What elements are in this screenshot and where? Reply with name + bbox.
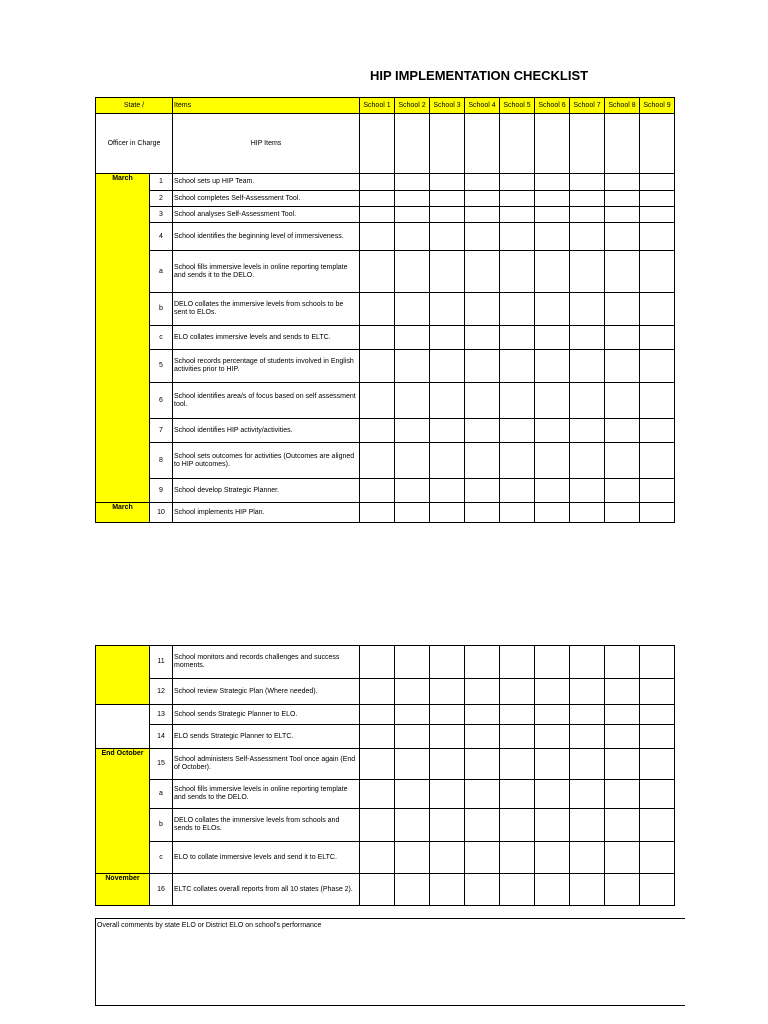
school-header: School 3 (430, 98, 465, 114)
school-checkbox-cell[interactable] (640, 646, 675, 679)
school-checkbox-cell[interactable] (465, 874, 500, 906)
school-checkbox-cell[interactable] (360, 842, 395, 874)
school-checkbox-cell[interactable] (535, 383, 570, 419)
school-checkbox-cell[interactable] (640, 705, 675, 725)
item-number: 16 (150, 874, 173, 906)
school-checkbox-cell[interactable] (360, 207, 395, 223)
school-checkbox-cell[interactable] (570, 419, 605, 443)
school-checkbox-cell[interactable] (570, 191, 605, 207)
school-checkbox-cell[interactable] (605, 191, 640, 207)
school-checkbox-cell[interactable] (535, 443, 570, 479)
checklist-row (96, 780, 675, 809)
state-cell: March (96, 174, 150, 503)
item-number: 10 (150, 503, 173, 523)
school-checkbox-cell[interactable] (500, 705, 535, 725)
school-checkbox-cell[interactable] (570, 705, 605, 725)
school-checkbox-cell[interactable] (605, 809, 640, 842)
checklist-row (96, 705, 675, 725)
item-text: School administers Self-Assessment Tool once again (End of October). (173, 749, 360, 780)
school-checkbox-cell[interactable] (465, 646, 500, 679)
school-checkbox-cell[interactable] (500, 842, 535, 874)
school-checkbox-cell[interactable] (465, 326, 500, 350)
item-text: School sends Strategic Planner to ELO. (173, 705, 360, 725)
school-checkbox-cell[interactable] (535, 503, 570, 523)
item-text: ELTC collates overall reports from all 10 states (Phase 2). (173, 874, 360, 906)
school-checkbox-cell[interactable] (640, 479, 675, 503)
checklist-row (96, 646, 675, 679)
school-checkbox-cell[interactable] (640, 443, 675, 479)
school-checkbox-cell[interactable] (640, 503, 675, 523)
school-checkbox-cell[interactable] (360, 174, 395, 191)
school-checkbox-cell[interactable] (465, 479, 500, 503)
school-checkbox-cell[interactable] (395, 646, 430, 679)
school-checkbox-cell[interactable] (360, 725, 395, 749)
school-checkbox-cell[interactable] (430, 842, 465, 874)
item-text: School identifies HIP activity/activities. (173, 419, 360, 443)
items-header: Items (173, 98, 360, 114)
school-checkbox-cell[interactable] (395, 326, 430, 350)
school-checkbox-cell[interactable] (535, 326, 570, 350)
item-number: 4 (150, 223, 173, 251)
checklist-row (96, 679, 675, 705)
school-checkbox-cell[interactable] (640, 725, 675, 749)
school-checkbox-cell[interactable] (640, 350, 675, 383)
school-checkbox-cell[interactable] (430, 207, 465, 223)
school-checkbox-cell[interactable] (465, 383, 500, 419)
item-text: School completes Self-Assessment Tool. (173, 191, 360, 207)
school-checkbox-cell[interactable] (465, 725, 500, 749)
item-text: School develop Strategic Planner. (173, 479, 360, 503)
school-checkbox-cell[interactable] (570, 383, 605, 419)
school-checkbox-cell[interactable] (570, 479, 605, 503)
school-checkbox-cell[interactable] (430, 749, 465, 780)
item-number: 3 (150, 207, 173, 223)
checklist-row (96, 350, 675, 383)
school-header: School 1 (360, 98, 395, 114)
school-checkbox-cell[interactable] (395, 503, 430, 523)
school-checkbox-cell[interactable] (395, 251, 430, 293)
school-checkbox-cell[interactable] (605, 780, 640, 809)
school-checkbox-cell[interactable] (535, 350, 570, 383)
school-checkbox-cell[interactable] (605, 419, 640, 443)
school-checkbox-cell[interactable] (640, 842, 675, 874)
school-checkbox-cell[interactable] (570, 350, 605, 383)
item-number: a (150, 251, 173, 293)
school-checkbox-cell[interactable] (465, 679, 500, 705)
school-checkbox-cell[interactable] (640, 207, 675, 223)
school-checkbox-cell[interactable] (640, 293, 675, 326)
school-checkbox-cell[interactable] (430, 705, 465, 725)
school-checkbox-cell[interactable] (605, 705, 640, 725)
school-checkbox-cell[interactable] (430, 223, 465, 251)
school-checkbox-cell[interactable] (430, 191, 465, 207)
school-checkbox-cell[interactable] (570, 679, 605, 705)
school-checkbox-cell[interactable] (395, 679, 430, 705)
school-checkbox-cell[interactable] (430, 174, 465, 191)
school-checkbox-cell[interactable] (430, 646, 465, 679)
school-checkbox-cell[interactable] (535, 842, 570, 874)
school-checkbox-cell[interactable] (430, 679, 465, 705)
school-checkbox-cell[interactable] (360, 419, 395, 443)
checklist-row (96, 419, 675, 443)
item-text: School implements HIP Plan. (173, 503, 360, 523)
item-number: 12 (150, 679, 173, 705)
school-checkbox-cell[interactable] (535, 191, 570, 207)
page-title: HIP IMPLEMENTATION CHECKLIST (369, 68, 589, 83)
item-number: 5 (150, 350, 173, 383)
school-checkbox-cell[interactable] (430, 809, 465, 842)
school-checkbox-cell[interactable] (465, 419, 500, 443)
school-checkbox-cell[interactable] (465, 293, 500, 326)
school-checkbox-cell[interactable] (640, 223, 675, 251)
school-checkbox-cell[interactable] (570, 174, 605, 191)
school-checkbox-cell[interactable] (570, 443, 605, 479)
school-checkbox-cell[interactable] (535, 207, 570, 223)
item-number: 11 (150, 646, 173, 679)
school-checkbox-cell[interactable] (465, 842, 500, 874)
school-checkbox-cell[interactable] (360, 479, 395, 503)
checklist-row (96, 207, 675, 223)
school-checkbox-cell[interactable] (570, 293, 605, 326)
checklist-row (96, 874, 675, 906)
school-checkbox-cell[interactable] (605, 350, 640, 383)
school-checkbox-cell[interactable] (605, 174, 640, 191)
school-checkbox-cell[interactable] (535, 725, 570, 749)
school-checkbox-cell[interactable] (500, 646, 535, 679)
school-checkbox-cell[interactable] (500, 174, 535, 191)
checklist-row (96, 191, 675, 207)
school-checkbox-cell[interactable] (430, 383, 465, 419)
school-checkbox-cell[interactable] (535, 705, 570, 725)
school-checkbox-cell[interactable] (395, 874, 430, 906)
school-checkbox-cell[interactable] (570, 725, 605, 749)
state-cell (96, 705, 150, 749)
school-checkbox-cell[interactable] (535, 809, 570, 842)
school-checkbox-cell[interactable] (605, 383, 640, 419)
school-checkbox-cell[interactable] (395, 479, 430, 503)
item-text: School fills immersive levels in online reporting template and sends it to the DELO. (173, 251, 360, 293)
checklist-table-part-1 (95, 97, 675, 523)
state-header: State / (96, 98, 173, 114)
school-checkbox-cell[interactable] (465, 705, 500, 725)
school-checkbox-cell[interactable] (535, 874, 570, 906)
school-checkbox-cell[interactable] (360, 191, 395, 207)
school-checkbox-cell[interactable] (500, 780, 535, 809)
school-checkbox-cell[interactable] (500, 223, 535, 251)
school-checkbox-cell[interactable] (605, 443, 640, 479)
school-checkbox-cell[interactable] (605, 842, 640, 874)
state-cell: End October (96, 749, 150, 874)
item-text: School review Strategic Plan (Where needed). (173, 679, 360, 705)
school-checkbox-cell[interactable] (605, 646, 640, 679)
school-checkbox-cell[interactable] (395, 705, 430, 725)
school-checkbox-cell[interactable] (430, 350, 465, 383)
checklist-row (96, 503, 675, 523)
item-number: 14 (150, 725, 173, 749)
school-checkbox-cell[interactable] (640, 251, 675, 293)
school-checkbox-cell[interactable] (360, 350, 395, 383)
school-checkbox-cell[interactable] (360, 293, 395, 326)
school-checkbox-cell[interactable] (395, 293, 430, 326)
item-number: 1 (150, 174, 173, 191)
school-checkbox-cell[interactable] (570, 326, 605, 350)
item-number: 15 (150, 749, 173, 780)
school-checkbox-cell[interactable] (500, 443, 535, 479)
school-checkbox-cell[interactable] (500, 251, 535, 293)
school-checkbox-cell[interactable] (500, 874, 535, 906)
school-checkbox-cell[interactable] (360, 874, 395, 906)
item-text: School fills immersive levels in online reporting template and sends to the DELO. (173, 780, 360, 809)
school-checkbox-cell[interactable] (570, 842, 605, 874)
school-checkbox-cell[interactable] (395, 174, 430, 191)
school-checkbox-cell[interactable] (500, 809, 535, 842)
school-checkbox-cell[interactable] (500, 749, 535, 780)
school-checkbox-cell[interactable] (605, 749, 640, 780)
school-checkbox-cell[interactable] (430, 419, 465, 443)
hip-items-header: HIP Items (173, 114, 360, 174)
school-checkbox-cell[interactable] (500, 350, 535, 383)
school-checkbox-cell[interactable] (640, 174, 675, 191)
school-checkbox-cell[interactable] (465, 503, 500, 523)
item-text: DELO collates the immersive levels from schools to be sent to ELOs. (173, 293, 360, 326)
officer-header: Officer in Charge (96, 114, 173, 174)
state-cell: March (96, 503, 150, 523)
item-text: ELO collates immersive levels and sends to ELTC. (173, 326, 360, 350)
school-checkbox-cell[interactable] (395, 809, 430, 842)
school-checkbox-cell[interactable] (570, 646, 605, 679)
school-checkbox-cell[interactable] (605, 293, 640, 326)
checklist-row (96, 223, 675, 251)
school-checkbox-cell[interactable] (500, 679, 535, 705)
school-checkbox-cell[interactable] (605, 326, 640, 350)
school-checkbox-cell[interactable] (605, 679, 640, 705)
school-checkbox-cell[interactable] (535, 251, 570, 293)
school-checkbox-cell[interactable] (640, 191, 675, 207)
school-checkbox-cell[interactable] (535, 174, 570, 191)
school-header: School 2 (395, 98, 430, 114)
school-checkbox-cell[interactable] (500, 326, 535, 350)
school-header: School 4 (465, 98, 500, 114)
school-checkbox-cell[interactable] (360, 326, 395, 350)
school-checkbox-cell[interactable] (430, 503, 465, 523)
item-number: 8 (150, 443, 173, 479)
school-checkbox-cell[interactable] (640, 679, 675, 705)
school-checkbox-cell[interactable] (360, 780, 395, 809)
school-checkbox-cell[interactable] (360, 383, 395, 419)
school-checkbox-cell[interactable] (465, 174, 500, 191)
school-checkbox-cell[interactable] (430, 479, 465, 503)
school-checkbox-cell[interactable] (570, 809, 605, 842)
school-checkbox-cell[interactable] (640, 780, 675, 809)
school-checkbox-cell[interactable] (360, 809, 395, 842)
school-checkbox-cell[interactable] (640, 419, 675, 443)
school-checkbox-cell[interactable] (500, 725, 535, 749)
school-checkbox-cell[interactable] (640, 809, 675, 842)
checklist-row (96, 383, 675, 419)
school-header: School 5 (500, 98, 535, 114)
item-number: a (150, 780, 173, 809)
checklist-row (96, 443, 675, 479)
overall-comments-label: Overall comments by state ELO or District ELO on school's performance (97, 922, 322, 929)
item-text: School analyses Self-Assessment Tool. (173, 207, 360, 223)
school-checkbox-cell[interactable] (570, 780, 605, 809)
school-checkbox-cell[interactable] (465, 350, 500, 383)
school-checkbox-cell[interactable] (465, 780, 500, 809)
state-cell: November (96, 874, 150, 906)
checklist-row (96, 725, 675, 749)
school-checkbox-cell[interactable] (605, 251, 640, 293)
school-checkbox-cell[interactable] (535, 780, 570, 809)
school-checkbox-cell[interactable] (395, 443, 430, 479)
school-checkbox-cell[interactable] (605, 503, 640, 523)
item-number: b (150, 293, 173, 326)
checklist-row (96, 251, 675, 293)
item-number: 7 (150, 419, 173, 443)
school-checkbox-cell[interactable] (605, 874, 640, 906)
school-checkbox-cell[interactable] (570, 503, 605, 523)
school-checkbox-cell[interactable] (570, 223, 605, 251)
item-number: c (150, 842, 173, 874)
school-checkbox-cell[interactable] (640, 326, 675, 350)
item-text: School identifies the beginning level of immersiveness. (173, 223, 360, 251)
school-checkbox-cell[interactable] (500, 383, 535, 419)
school-header: School 6 (535, 98, 570, 114)
school-checkbox-cell[interactable] (500, 207, 535, 223)
item-text: School identifies area/s of focus based on self assessment tool. (173, 383, 360, 419)
school-checkbox-cell[interactable] (430, 780, 465, 809)
item-number: 6 (150, 383, 173, 419)
school-checkbox-cell[interactable] (500, 293, 535, 326)
school-checkbox-cell[interactable] (570, 207, 605, 223)
school-checkbox-cell[interactable] (395, 749, 430, 780)
school-checkbox-cell[interactable] (640, 874, 675, 906)
checklist-row (96, 174, 675, 191)
school-checkbox-cell[interactable] (535, 646, 570, 679)
school-header: School 9 (640, 98, 675, 114)
school-checkbox-cell[interactable] (430, 443, 465, 479)
item-text: School sets outcomes for activities (Outcomes are aligned to HIP outcomes). (173, 443, 360, 479)
school-checkbox-cell[interactable] (395, 223, 430, 251)
school-checkbox-cell[interactable] (500, 191, 535, 207)
item-text: School monitors and records challenges and success moments. (173, 646, 360, 679)
school-checkbox-cell[interactable] (605, 725, 640, 749)
school-checkbox-cell[interactable] (535, 293, 570, 326)
school-checkbox-cell[interactable] (500, 503, 535, 523)
school-checkbox-cell[interactable] (465, 223, 500, 251)
school-checkbox-cell[interactable] (640, 749, 675, 780)
school-checkbox-cell[interactable] (465, 749, 500, 780)
school-checkbox-cell[interactable] (395, 350, 430, 383)
school-checkbox-cell[interactable] (640, 383, 675, 419)
checklist-row (96, 842, 675, 874)
state-cell (96, 646, 150, 705)
checklist-row (96, 326, 675, 350)
item-text: ELO to collate immersive levels and send it to ELTC. (173, 842, 360, 874)
school-checkbox-cell[interactable] (500, 479, 535, 503)
item-text: DELO collates the immersive levels from schools and sends to ELOs. (173, 809, 360, 842)
school-checkbox-cell[interactable] (605, 479, 640, 503)
item-number: 9 (150, 479, 173, 503)
school-checkbox-cell[interactable] (605, 207, 640, 223)
school-checkbox-cell[interactable] (360, 443, 395, 479)
overall-comments-box[interactable] (95, 918, 685, 1006)
school-checkbox-cell[interactable] (570, 251, 605, 293)
checklist-row (96, 809, 675, 842)
school-checkbox-cell[interactable] (570, 874, 605, 906)
school-checkbox-cell[interactable] (465, 251, 500, 293)
school-checkbox-cell[interactable] (360, 223, 395, 251)
school-checkbox-cell[interactable] (360, 705, 395, 725)
school-checkbox-cell[interactable] (395, 780, 430, 809)
checklist-row (96, 749, 675, 780)
item-text: ELO sends Strategic Planner to ELTC. (173, 725, 360, 749)
school-checkbox-cell[interactable] (500, 419, 535, 443)
school-checkbox-cell[interactable] (395, 207, 430, 223)
school-checkbox-cell[interactable] (430, 874, 465, 906)
school-checkbox-cell[interactable] (395, 725, 430, 749)
school-checkbox-cell[interactable] (360, 251, 395, 293)
school-checkbox-cell[interactable] (570, 749, 605, 780)
item-number: 13 (150, 705, 173, 725)
school-checkbox-cell[interactable] (430, 725, 465, 749)
school-checkbox-cell[interactable] (430, 251, 465, 293)
school-checkbox-cell[interactable] (360, 749, 395, 780)
checklist-row (96, 479, 675, 503)
school-checkbox-cell[interactable] (535, 479, 570, 503)
school-checkbox-cell[interactable] (360, 646, 395, 679)
school-checkbox-cell[interactable] (360, 679, 395, 705)
school-checkbox-cell[interactable] (535, 223, 570, 251)
school-checkbox-cell[interactable] (360, 503, 395, 523)
school-checkbox-cell[interactable] (535, 419, 570, 443)
school-checkbox-cell[interactable] (535, 749, 570, 780)
school-checkbox-cell[interactable] (430, 326, 465, 350)
item-text: School records percentage of students involved in English activities prior to HIP. (173, 350, 360, 383)
school-checkbox-cell[interactable] (535, 679, 570, 705)
item-number: b (150, 809, 173, 842)
school-checkbox-cell[interactable] (395, 191, 430, 207)
school-checkbox-cell[interactable] (465, 809, 500, 842)
checklist-table-part-2 (95, 645, 675, 906)
school-checkbox-cell[interactable] (465, 191, 500, 207)
school-checkbox-cell[interactable] (395, 383, 430, 419)
item-text: School sets up HIP Team. (173, 174, 360, 191)
school-checkbox-cell[interactable] (605, 223, 640, 251)
school-checkbox-cell[interactable] (430, 293, 465, 326)
item-number: c (150, 326, 173, 350)
school-header: School 8 (605, 98, 640, 114)
school-header: School 7 (570, 98, 605, 114)
school-checkbox-cell[interactable] (465, 443, 500, 479)
school-checkbox-cell[interactable] (395, 419, 430, 443)
item-number: 2 (150, 191, 173, 207)
school-checkbox-cell[interactable] (465, 207, 500, 223)
checklist-row (96, 293, 675, 326)
school-checkbox-cell[interactable] (395, 842, 430, 874)
